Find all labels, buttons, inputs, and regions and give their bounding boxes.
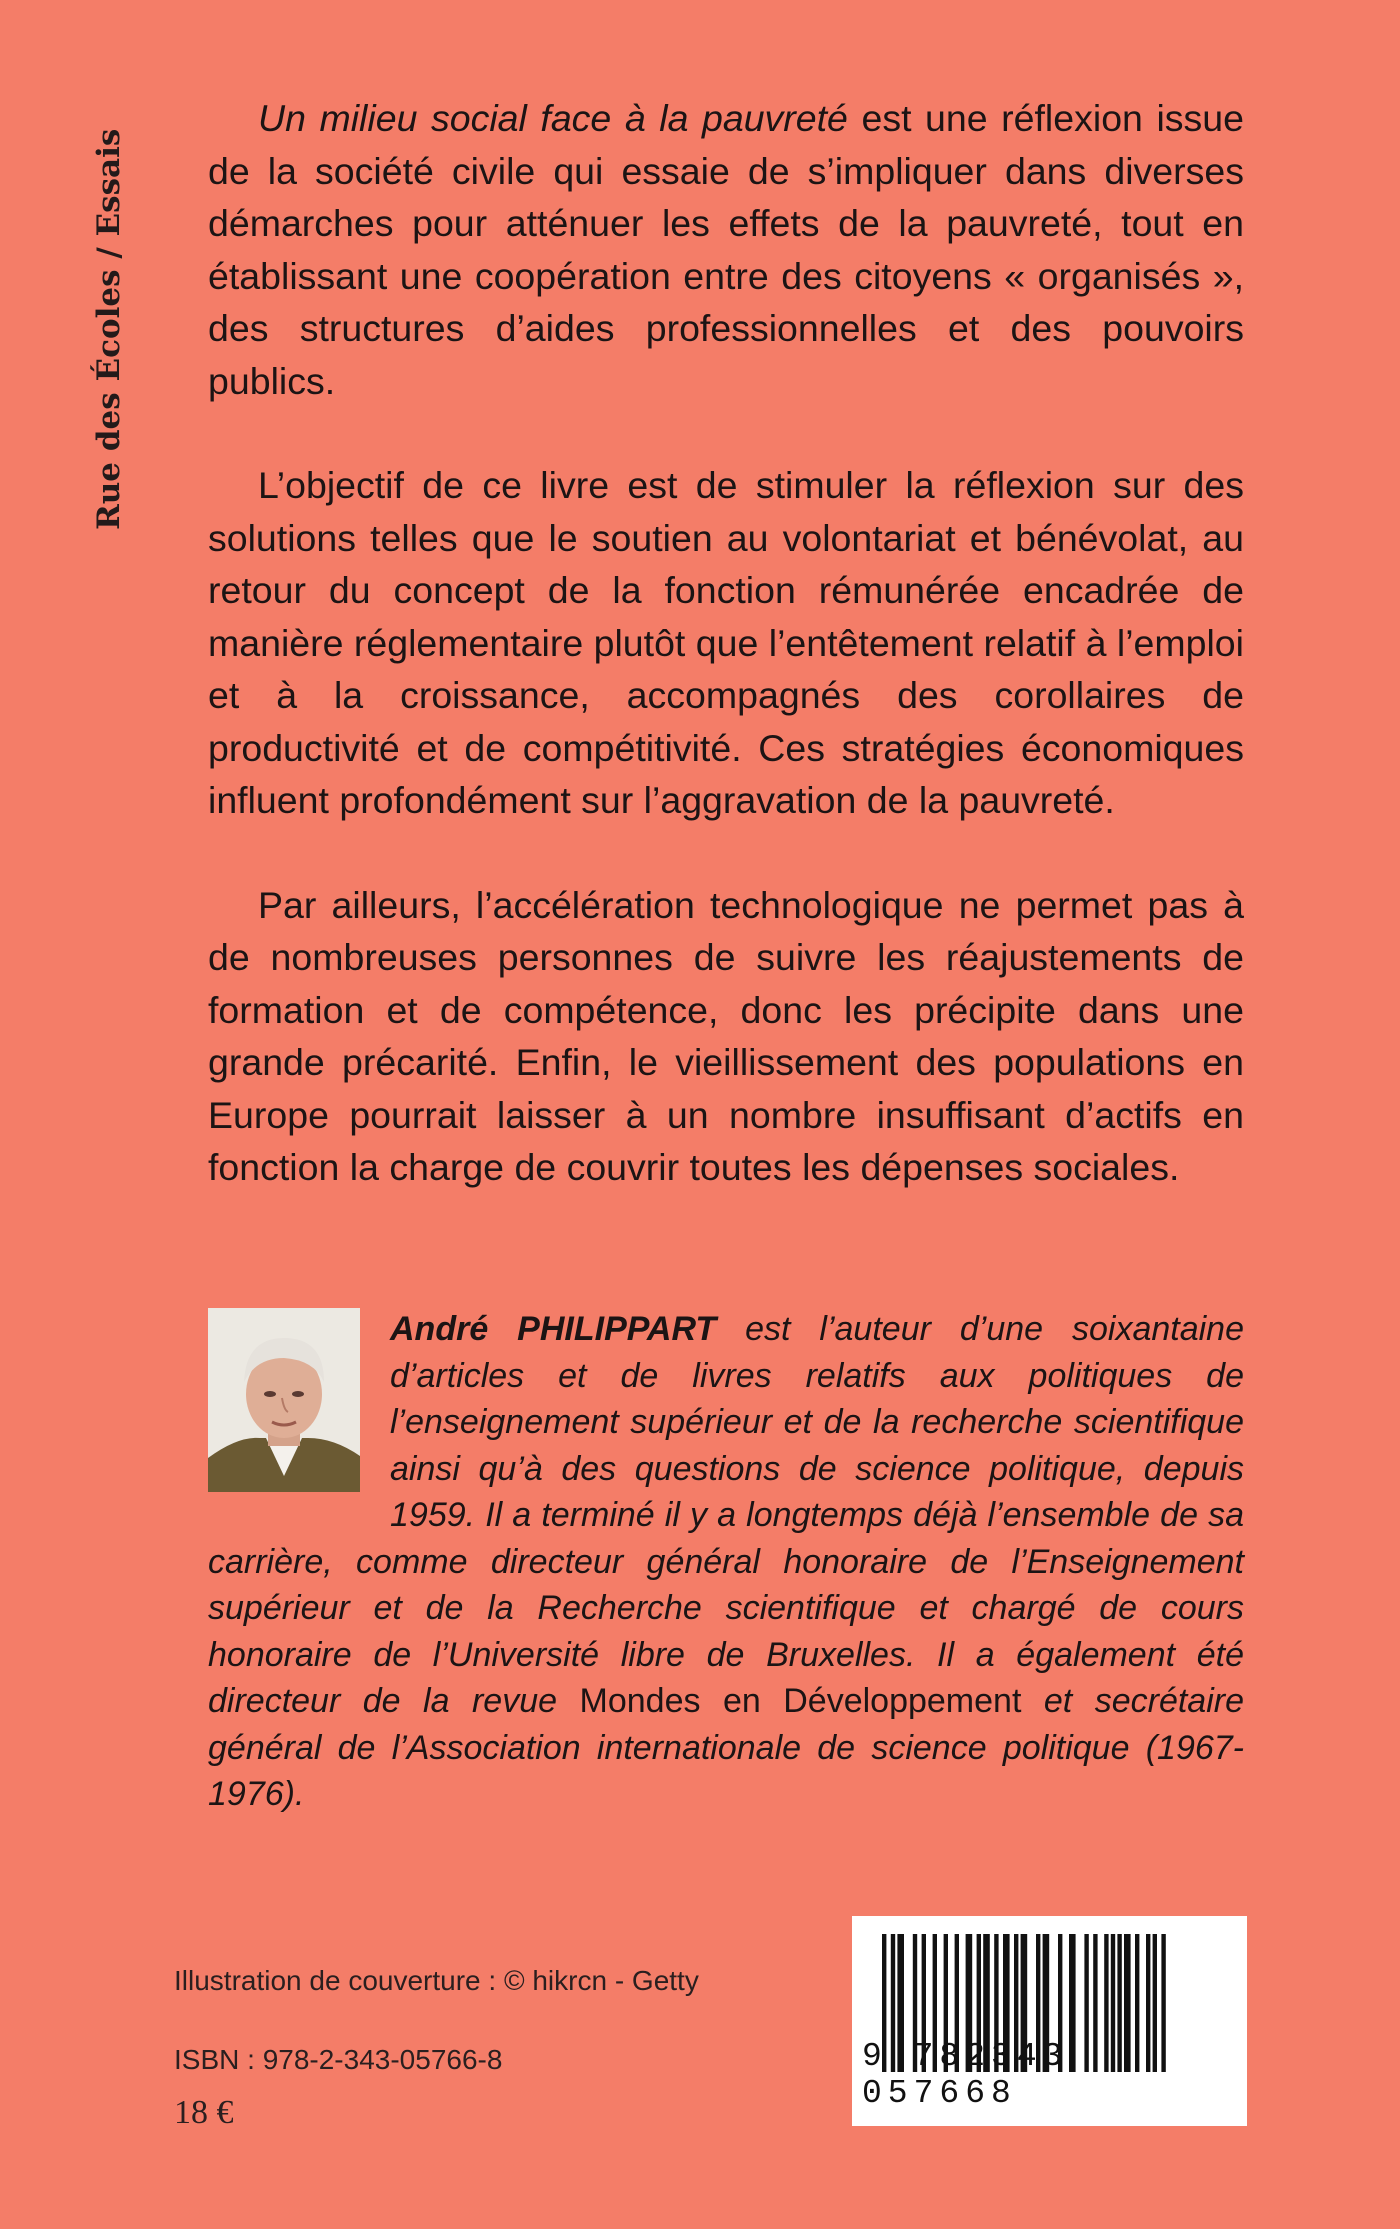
price: 18 € — [174, 2094, 234, 2131]
blurb-paragraph-3: Par ailleurs, l’accélération technologique ne permet pas à de nombreuses personnes de suivre les réajustements de formation et de compétence, donc les précipite dans une grande précarité. Enfin, le vieillissement des populations en Europe pourrait laisser à un nombre insuffisant d’actifs en fonction la charge de couvrir toutes les dépenses sociales. — [208, 883, 1244, 1188]
spine-title — [72, 100, 127, 530]
book-title-italic: Un milieu social face à la pauvreté — [258, 97, 848, 139]
barcode — [852, 1916, 1247, 2126]
illustration-credit: Illustration de couverture : © hikrcn - Getty — [174, 1965, 699, 1996]
isbn-text: ISBN : 978-2-343-05766-8 — [174, 2044, 503, 2075]
paragraph-1-text: est une réflexion issue de la société civile qui essaie de s’impliquer dans diverses démarches pour atténuer les effets de la pauvreté, tout en établissant une coopération entre des citoyens « organisés », des structures d’aides professionnelles et des pouvoirs publics. — [208, 97, 1244, 402]
author-name: André PHILIPPART — [390, 1310, 717, 1348]
author-photo — [208, 1308, 360, 1492]
journal-name: Mondes en Développement — [579, 1682, 1022, 1720]
barcode-digits: 9 782343 057668 — [862, 2038, 1069, 2112]
blurb-paragraph-2: L’objectif de ce livre est de stimuler la réflexion sur des solutions telles que le soutien au volontariat et bénévolat, au retour du concept de la fonction rémunérée encadrée de manière réglementaire plutôt que l’entêtement relatif à l’emploi et à la croissance, accompagnés des corollaires de productivité et de compétitivité. Ces stratégies économiques influent profondément sur l’aggravation de la pauvreté. — [208, 464, 1244, 821]
blurb-paragraph-1 — [208, 92, 1244, 407]
spine-title-text: Rue des Écoles / Essais — [91, 128, 127, 530]
author-portrait-icon — [208, 1308, 360, 1492]
author-bio — [208, 1306, 1244, 1818]
author-bio-text-2: et secrétaire général de l’Association internationale de science politique (1967-1976). — [208, 1682, 1244, 1813]
blurb — [208, 92, 1244, 1246]
author-bio-text-1: est l’auteur d’une soixantaine d’articles et de livres relatifs aux politiques de l’enseignement supérieur et de la recherche scientifique ainsi qu’à des questions de science politique, depuis 1959. Il a terminé il y a longtemps déjà l’ensemble de sa carrière, comme directeur général honoraire de l’Enseignement supérieur et de la Recherche scientifique et chargé de cours honoraire de l’Université libre de Bruxelles. Il a également été directeur de la revue — [208, 1310, 1244, 1720]
